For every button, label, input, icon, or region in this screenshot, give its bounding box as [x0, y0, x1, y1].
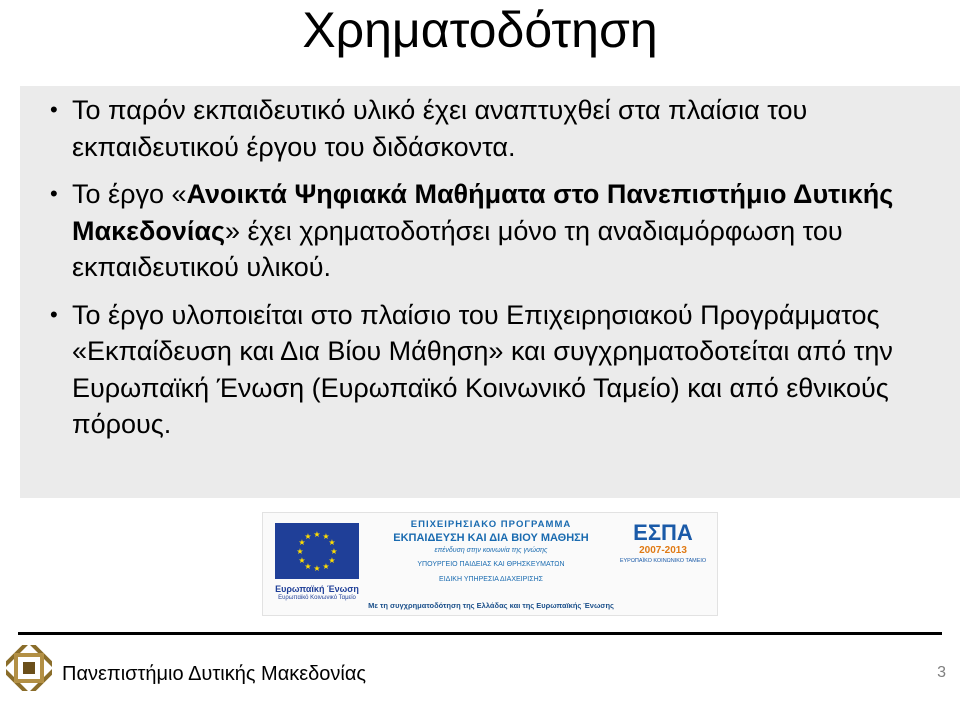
bullet-text-1: Το παρόν εκπαιδευτικό υλικό έχει αναπτυχθεί στα πλαίσια του εκπαιδευτικού έργου του διδάσκοντα.	[72, 95, 808, 162]
slide-title: Χρηματοδότηση	[302, 2, 658, 58]
cofunding-label: Με τη συγχρηματοδότηση της Ελλάδας και της Ευρωπαϊκής Ένωσης	[368, 601, 614, 610]
svg-text:★: ★	[304, 562, 312, 571]
bullet-item-1	[50, 92, 940, 165]
bullet-item-3	[50, 297, 940, 443]
bullet-icon: •	[50, 97, 58, 122]
ministry-label: ΥΠΟΥΡΓΕΙΟ ΠΑΙΔΕΙΑΣ ΚΑΙ ΘΡΗΣΚΕΥΜΑΤΩΝ	[417, 561, 565, 568]
footer-divider	[18, 632, 942, 635]
agency-label: ΕΙΔΙΚΗ ΥΠΗΡΕΣΙΑ ΔΙΑΧΕΙΡΙΣΗΣ	[439, 576, 543, 583]
university-logo-icon	[6, 645, 52, 691]
funding-logos	[262, 512, 718, 616]
eu-label: Ευρωπαϊκή Ένωση	[275, 584, 359, 594]
bullet-text-2-suffix: » έχει χρηματοδοτήσει μόνο τη αναδιαμόρφωση του εκπαιδευτικού υλικού.	[72, 215, 843, 282]
svg-text:★: ★	[328, 556, 336, 565]
program-motto: επένδυση στην κοινωνία της γνώσης	[434, 547, 548, 554]
program-name: ΕΚΠΑΙΔΕΥΣΗ ΚΑΙ ΔΙΑ ΒΙΟΥ ΜΑΘΗΣΗ	[393, 532, 589, 544]
page-number: 3	[937, 664, 946, 681]
bullet-text-2-prefix: Το έργο «	[72, 179, 187, 209]
bullet-item-2	[50, 176, 940, 286]
svg-text:★: ★	[328, 538, 336, 547]
bullet-text-3: Το έργο υλοποιείται στο πλαίσιο του Επιχειρησιακού Προγράμματος «Εκπαίδευση και Δια Βίου Μάθηση» και συγχρηματοδοτείται από την Ευρωπαϊκή Ένωση (Ευρωπαϊκό Κοινωνικό Ταμείο) και από εθνικούς πόρους.	[72, 299, 893, 439]
espa-sub-label: ΕΥΡΩΠΑΪΚΟ ΚΟΙΝΩΝΙΚΟ ΤΑΜΕΙΟ	[619, 558, 707, 564]
espa-title: ΕΣΠΑ	[633, 520, 693, 545]
program-top-label: ΕΠΙΧΕΙΡΗΣΙΑΚΟ ΠΡΟΓΡΑΜΜΑ	[410, 519, 572, 530]
svg-text:★: ★	[304, 532, 312, 541]
university-name: Πανεπιστήμιο Δυτικής Μακεδονίας	[62, 663, 367, 685]
content-box	[20, 86, 960, 498]
espa-years: 2007-2013	[639, 545, 687, 556]
svg-text:★: ★	[298, 556, 306, 565]
svg-text:★: ★	[313, 530, 321, 539]
svg-text:★: ★	[330, 547, 338, 556]
eu-sub-label: Ευρωπαϊκό Κοινωνικό Ταμείο	[278, 595, 356, 601]
bullet-icon: •	[50, 301, 58, 327]
program-logo	[375, 519, 607, 599]
svg-text:★: ★	[322, 532, 330, 541]
eu-flag-icon	[275, 523, 359, 579]
svg-text:★: ★	[322, 562, 330, 571]
bullet-icon: •	[50, 181, 58, 206]
espa-logo	[615, 521, 711, 593]
project-name: Ανοικτά Ψηφιακά Μαθήματα στο Πανεπιστήμιο Δυτικής Μακεδονίας	[72, 179, 894, 246]
svg-text:★: ★	[296, 547, 304, 556]
svg-text:★: ★	[313, 564, 321, 573]
eu-logo	[275, 523, 359, 609]
eu-stars-icon	[275, 523, 359, 579]
svg-text:★: ★	[298, 538, 306, 547]
knot-icon	[6, 645, 52, 691]
